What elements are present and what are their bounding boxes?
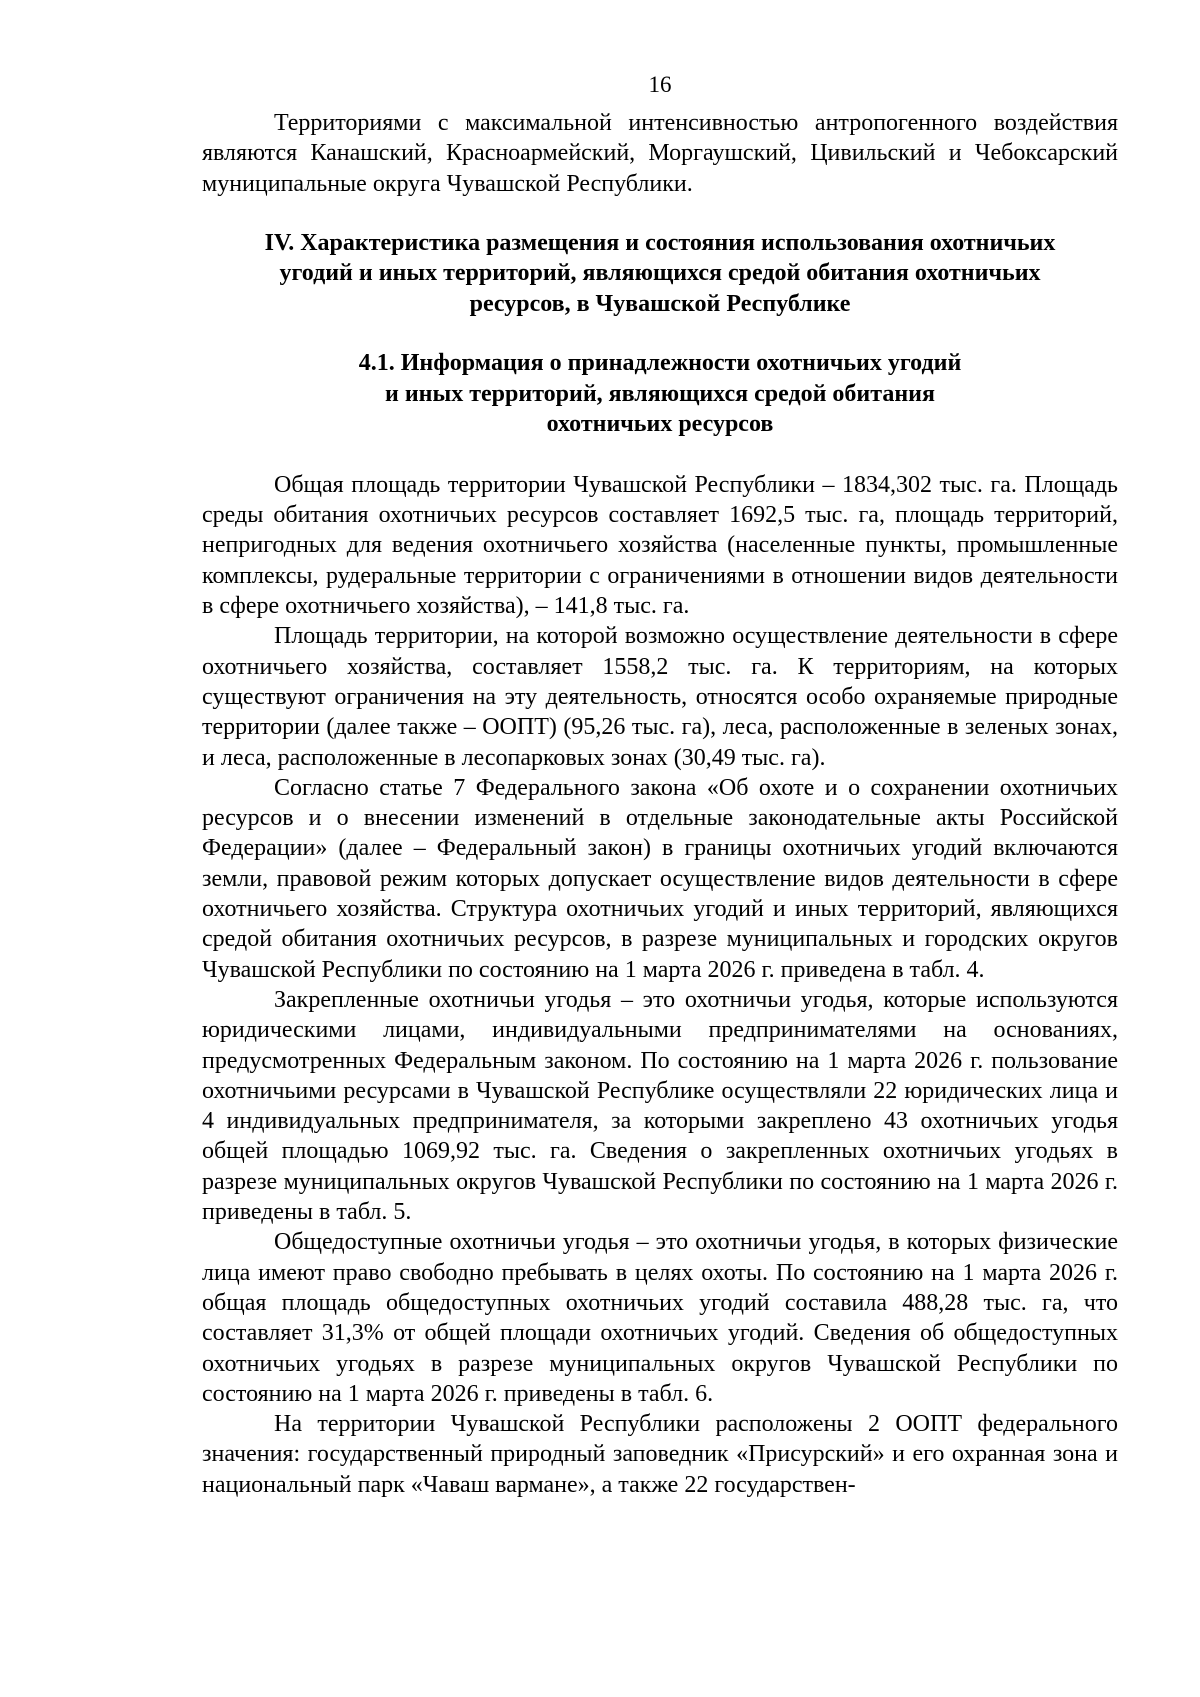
subsection-heading — [202, 348, 1118, 440]
section-heading — [202, 228, 1118, 320]
subsection-heading-line: охотничьих ресурсов — [546, 411, 774, 438]
paragraph-public-grounds: Общедоступные охотничьи угодья – это охотничьи угодья, в которых физические лица имеют право свободно пребывать в целях охоты. По состоянию на 1 марта 2026 г. общая площадь общедоступных охотничьих угодий составила 488,28 тыс. га, что составляет 31,3% от общей площади охотничьих угодий. Сведения об общедоступных охотничьих угодьях в разрезе муниципальных округов Чувашской Республики по состоянию на 1 марта 2026 г. приведены в табл. 6. — [202, 1229, 1118, 1407]
paragraph-federal-law: Согласно статье 7 Федерального закона «Об охоте и о сохранении охотничьих ресурсов и о внесении изменений в отдельные законодательные акты Российской Федерации» (далее – Федеральный закон) в границы охотничьих угодий включаются земли, правовой режим которых допускает осуществление видов деятельности в сфере охотничьего хозяйства. Структура охотничьих угодий и иных территорий, являющихся средой обитания охотничьих ресурсов, в разрезе муниципальных и городских округов Чувашской Республики по состоянию на 1 марта 2026 г. приведена в табл. 4. — [202, 774, 1118, 983]
document-page — [202, 70, 1118, 1500]
paragraph-hunting-area: Площадь территории, на которой возможно осуществление деятельности в сфере охотничьего хозяйства, составляет 1558,2 тыс. га. К территориям, на которых существуют ограничения на эту деятельность, относятся особо охраняемые природные территории (далее также – ООПТ) (95,26 тыс. га), леса, расположенные в зеленых зонах, и леса, расположенные в лесопарковых зонах (30,49 тыс. га). — [202, 623, 1118, 771]
paragraph-assigned-grounds: Закрепленные охотничьи угодья – это охотничьи угодья, которые используются юридическими лицами, индивидуальными предпринимателями на основаниях, предусмотренных Федеральным законом. По состоянию на 1 марта 2026 г. пользование охотничьими ресурсами в Чувашской Республике осуществляли 22 юридических лица и 4 индивидуальных предпринимателя, за которыми закреплено 43 охотничьих угодья общей площадью 1069,92 тыс. га. Сведения о закрепленных охотничьих угодьях в разрезе муниципальных округов Чувашской Республики по состоянию на 1 марта 2026 г. приведены в табл. 5. — [202, 986, 1118, 1226]
intro-paragraph: Территориями с максимальной интенсивностью антропогенного воздействия являются Канашский, Красноармейский, Моргаушский, Цивильский и Чебоксарский муниципальные округа Чувашской Республики. — [202, 110, 1118, 197]
paragraph-total-area: Общая площадь территории Чувашской Республики – 1834,302 тыс. га. Площадь среды обитания охотничьих ресурсов составляет 1692,5 тыс. га, площадь территорий, непригодных для ведения охотничьего хозяйства (населенные пункты, промышленные комплексы, рудеральные территории с ограничениями в отношении видов деятельности в сфере охотничьего хозяйства), – 141,8 тыс. га. — [202, 471, 1118, 620]
page-number: 16 — [648, 72, 672, 97]
section-heading-line: ресурсов, в Чувашской Республике — [469, 290, 851, 317]
paragraph-protected-areas: На территории Чувашской Республики расположены 2 ООПТ федерального значения: государственный природный заповедник «Присурский» и его охранная зона и национальный парк «Чаваш вармане», а также 22 государствен- — [202, 1411, 1118, 1498]
subsection-heading-line: и иных территорий, являющихся средой обитания — [385, 380, 935, 407]
subsection-heading-line: 4.1. Информация о принадлежности охотничьих угодий — [358, 350, 962, 377]
section-heading-line: угодий и иных территорий, являющихся средой обитания охотничьих — [279, 260, 1041, 287]
section-heading-line: IV. Характеристика размещения и состояния использования охотничьих — [264, 229, 1056, 256]
